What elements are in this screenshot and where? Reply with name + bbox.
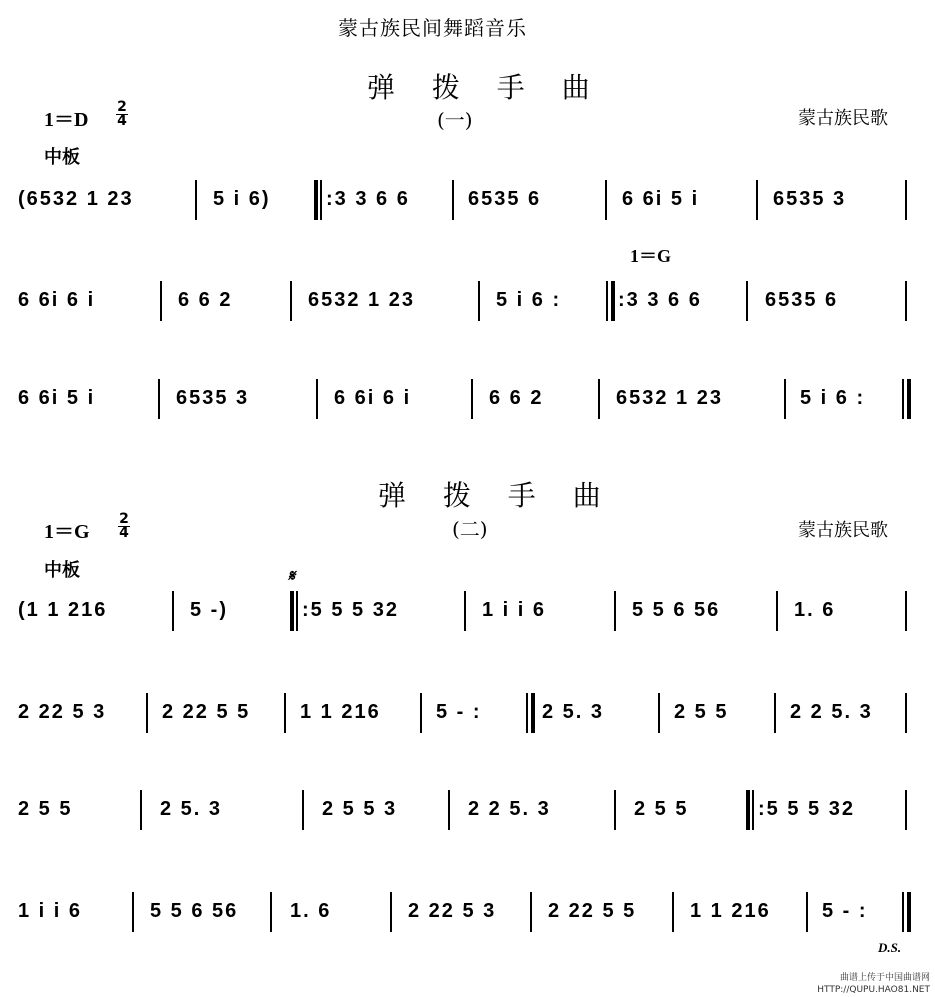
measure: 6 6i 5 i	[18, 387, 96, 409]
measure: 6 6 2	[489, 387, 544, 409]
barline	[905, 693, 907, 733]
collection-title: 蒙古族民间舞蹈音乐	[338, 16, 527, 40]
barline	[316, 379, 318, 419]
measure: 5 5 6 56	[632, 599, 721, 621]
measure: 5 - :	[436, 701, 482, 723]
barline	[752, 790, 754, 830]
measure: 1 i i 6	[482, 599, 547, 621]
measure: 2 5 5	[634, 798, 689, 820]
measure: 5 i 6)	[213, 188, 271, 210]
measure: (1 1 216	[18, 599, 108, 621]
barline	[905, 591, 907, 631]
measure: 5 i 6 :	[800, 387, 866, 409]
barline	[478, 281, 480, 321]
repeat-start-barline	[314, 180, 318, 220]
barline	[452, 180, 454, 220]
barline	[448, 790, 450, 830]
measure: 2 2 5. 3	[468, 798, 551, 820]
measure: 6532 1 23	[308, 289, 415, 311]
measure: 1. 6	[290, 900, 332, 922]
measure: 6 6i 6 i	[18, 289, 96, 311]
measure: 6535 6	[468, 188, 542, 210]
measure: :3 3 6 6	[326, 188, 410, 210]
barline	[132, 892, 134, 932]
barline	[302, 790, 304, 830]
barline	[605, 180, 607, 220]
measure: 2 5 5 3	[322, 798, 398, 820]
barline	[172, 591, 174, 631]
piece-2-time-signature	[118, 513, 130, 540]
barline	[158, 379, 160, 419]
measure: 1. 6	[794, 599, 836, 621]
piece-1-key-change: 1＝G	[630, 246, 672, 266]
barline	[296, 591, 298, 631]
final-barline	[907, 892, 911, 932]
barline	[195, 180, 197, 220]
piece-1-tempo: 中板	[44, 147, 80, 168]
barline	[598, 379, 600, 419]
measure: (6532 1 23	[18, 188, 134, 210]
measure: 2 5. 3	[542, 701, 605, 723]
measure: 6535 6	[765, 289, 839, 311]
measure: 6535 3	[176, 387, 250, 409]
barline	[776, 591, 778, 631]
repeat-start-barline	[746, 790, 750, 830]
barline	[902, 892, 904, 932]
barline	[902, 379, 904, 419]
measure: 2 22 5 5	[162, 701, 251, 723]
meter-bottom: 4	[119, 525, 129, 541]
measure: 1 1 216	[690, 900, 771, 922]
barline	[270, 892, 272, 932]
measure: 2 22 5 5	[548, 900, 637, 922]
piece-1-key: 1＝D	[44, 109, 89, 131]
measure: 1 1 216	[300, 701, 381, 723]
measure: 2 2 5. 3	[790, 701, 873, 723]
barline	[658, 693, 660, 733]
barline	[284, 693, 286, 733]
barline	[774, 693, 776, 733]
barline	[140, 790, 142, 830]
piece-2-key: 1＝G	[44, 521, 90, 543]
barline	[390, 892, 392, 932]
piece-2-number: (二)	[452, 517, 488, 541]
measure: 5 5 6 56	[150, 900, 239, 922]
barline	[420, 693, 422, 733]
piece-1-credit: 蒙古族民歌	[798, 108, 888, 129]
piece-1-time-signature	[116, 101, 128, 128]
barline	[905, 790, 907, 830]
barline	[672, 892, 674, 932]
measure: :5 5 5 32	[302, 599, 399, 621]
repeat-start-barline	[290, 591, 294, 631]
measure: 2 5. 3	[160, 798, 223, 820]
meter-bottom: 4	[117, 113, 127, 129]
barline	[905, 281, 907, 321]
barline	[526, 693, 528, 733]
watermark-line-1: 曲谱上传于中国曲谱网	[839, 973, 930, 983]
barline	[464, 591, 466, 631]
measure: 5 -)	[190, 599, 228, 621]
barline	[320, 180, 322, 220]
piece-2-tempo: 中板	[44, 560, 80, 581]
piece-1-title: 弹 拨 手 曲	[367, 71, 604, 104]
measure: 6 6 2	[178, 289, 233, 311]
segno-sign: 𝄋	[288, 566, 295, 585]
barline	[160, 281, 162, 321]
piece-2-title: 弹 拨 手 曲	[378, 479, 615, 512]
measure: 6 6i 6 i	[334, 387, 412, 409]
repeat-double-barline	[531, 693, 535, 733]
barline	[905, 180, 907, 220]
final-barline	[907, 379, 911, 419]
measure: 2 22 5 3	[408, 900, 497, 922]
measure: 6532 1 23	[616, 387, 723, 409]
measure: 6 6i 5 i	[622, 188, 700, 210]
measure: 1 i i 6	[18, 900, 83, 922]
barline	[606, 281, 608, 321]
repeat-double-barline	[611, 281, 615, 321]
barline	[756, 180, 758, 220]
watermark-line-2: HTTP://QUPU.HAO81.NET	[817, 985, 930, 995]
watermark	[790, 972, 930, 996]
barline	[746, 281, 748, 321]
barline	[806, 892, 808, 932]
barline	[784, 379, 786, 419]
barline	[146, 693, 148, 733]
barline	[614, 591, 616, 631]
measure: 2 5 5	[674, 701, 729, 723]
dal-segno-marking: D.S.	[878, 940, 902, 955]
meter-top: 2	[117, 99, 127, 115]
barline	[471, 379, 473, 419]
measure: 5 - :	[822, 900, 868, 922]
barline	[614, 790, 616, 830]
piece-1-number: (一)	[437, 108, 473, 132]
meter-top: 2	[119, 511, 129, 527]
measure: :3 3 6 6	[618, 289, 702, 311]
measure: 2 5 5	[18, 798, 73, 820]
barline	[530, 892, 532, 932]
piece-2-credit: 蒙古族民歌	[798, 520, 888, 541]
measure: 5 i 6 :	[496, 289, 562, 311]
measure: 2 22 5 3	[18, 701, 107, 723]
measure: 6535 3	[773, 188, 847, 210]
measure: :5 5 5 32	[758, 798, 855, 820]
barline	[290, 281, 292, 321]
